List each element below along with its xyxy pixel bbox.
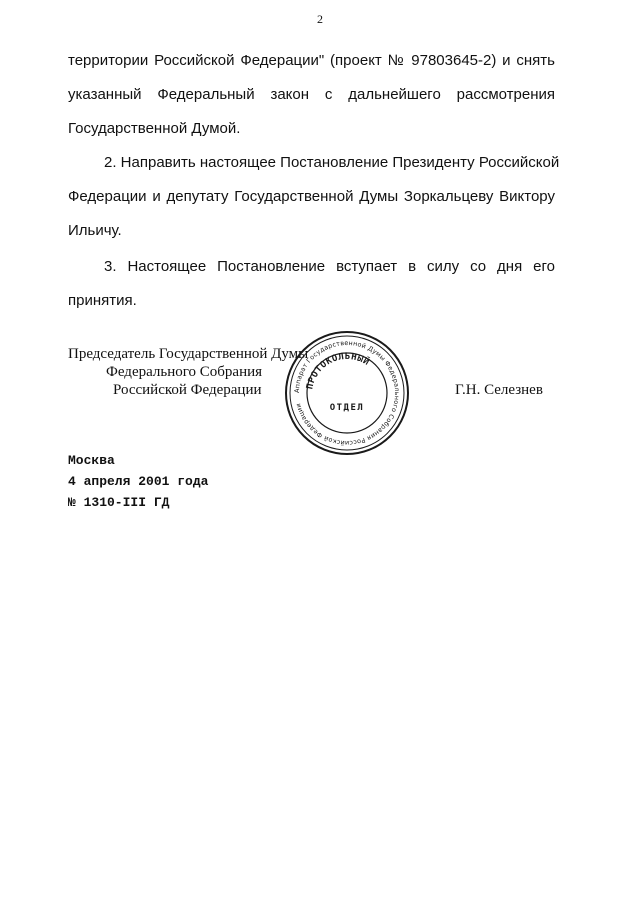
paragraph-2-line-3: Ильичу. (68, 222, 122, 239)
document-date: 4 апреля 2001 года (68, 474, 209, 489)
paragraph-2-line-2: Федерации и депутату Государственной Думы Зоркальцеву Виктору (68, 188, 555, 205)
paragraph-1 (68, 44, 555, 146)
paragraph-1-line-2: указанный Федеральный закон с дальнейшего рассмотрения (68, 86, 555, 103)
paragraph-2 (68, 146, 560, 248)
signatory-title-line-1: Председатель Государственной Думы (68, 346, 309, 362)
paragraph-2-line-1: 2. Направить настоящее Постановление Президенту Российской (104, 154, 560, 171)
paragraph-3 (68, 250, 555, 318)
seal-inner-bottom-text: ОТДЕЛ (329, 403, 365, 413)
signatory-name: Г.Н. Селезнев (455, 382, 543, 398)
signatory-title-line-3: Российской Федерации (113, 382, 262, 398)
official-seal-stamp (284, 330, 410, 456)
document-city: Москва (68, 453, 115, 468)
page-number: 2 (317, 12, 323, 26)
paragraph-1-line-3: Государственной Думой. (68, 120, 241, 137)
document-number: № 1310-III ГД (68, 495, 170, 510)
seal-outer-text: Аппарат Государственной Думы Федерального Собрания Российской Федерации (292, 338, 402, 448)
paragraph-1-line-1: территории Российской Федерации" (проект № 97803645-2) и снять (68, 52, 555, 69)
seal-graphic (284, 330, 410, 456)
paragraph-3-line-1: 3. Настоящее Постановление вступает в силу со дня его (104, 258, 555, 275)
paragraph-3-line-2: принятия. (68, 292, 137, 309)
signatory-title-line-2: Федерального Собрания (106, 364, 263, 380)
seal-inner-top-text: ПРОТОКОЛЬНЫЙ (305, 351, 372, 391)
